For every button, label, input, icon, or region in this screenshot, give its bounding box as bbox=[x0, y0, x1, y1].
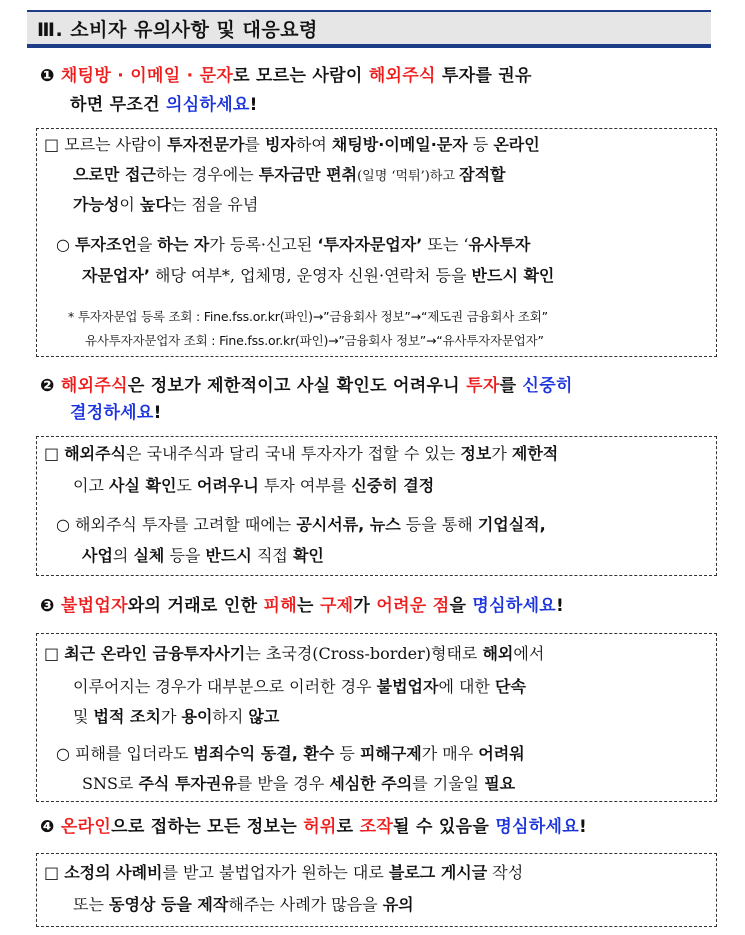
s3-p2-line2: SNS로 주식 투자권유를 받을 경우 세심한 주의를 기울일 필요 bbox=[82, 774, 516, 793]
heading-2-line2: 결정하세요! bbox=[70, 403, 162, 423]
s2-p2-line2: 사업의 실체 등을 반드시 직접 확인 bbox=[82, 546, 324, 565]
s3-p1-line2: 이루어지는 경우가 대부분으로 이러한 경우 불법업자에 대한 단속 bbox=[73, 677, 526, 696]
s2-p1-line1: □ 해외주식은 국내주식과 달리 국내 투자자가 접할 수 있는 정보가 제한적 bbox=[44, 444, 559, 463]
heading-1: ❶ 채팅방 · 이메일 · 문자로 모르는 사람이 해외주식 투자를 권유 bbox=[40, 66, 532, 86]
heading-2: ❷ 해외주식은 정보가 제한적이고 사실 확인도 어려우니 투자를 신중히 bbox=[40, 376, 573, 396]
s3-p1-line3: 및 법적 조치가 용이하지 않고 bbox=[73, 707, 280, 726]
section-title-bar bbox=[27, 10, 711, 48]
s2-p1-line2: 이고 사실 확인도 어려우니 투자 여부를 신중히 결정 bbox=[73, 476, 435, 495]
number-1-icon: ❶ bbox=[40, 66, 55, 86]
s1-p1-line3: 가능성이 높다는 점을 유념 bbox=[73, 195, 259, 214]
s3-p2-line1: ○ 피해를 입더라도 범죄수익 동결, 환수 등 피해구제가 매우 어려워 bbox=[56, 744, 525, 763]
heading-4: ❹ 온라인으로 접하는 모든 정보는 허위로 조작될 수 있음을 명심하세요! bbox=[40, 817, 587, 837]
number-3-icon: ❸ bbox=[40, 596, 55, 616]
s4-p1-line2: 또는 동영상 등을 제작해주는 사례가 많음을 유의 bbox=[73, 895, 414, 914]
heading-3: ❸ 불법업자와의 거래로 인한 피해는 구제가 어려운 점을 명심하세요! bbox=[40, 596, 565, 616]
s1-p1-line1: □ 모르는 사람이 투자전문가를 빙자하여 채팅방·이메일·문자 등 온라인 bbox=[44, 135, 540, 154]
s4-p1-line1: □ 소정의 사례비를 받고 불법업자가 원하는 대로 블로그 게시글 작성 bbox=[44, 863, 524, 882]
s1-p2-line2: 자문업자’ 해당 여부*, 업체명, 운영자 신원·연락처 등을 반드시 확인 bbox=[82, 266, 555, 285]
number-4-icon: ❹ bbox=[40, 817, 55, 837]
s2-p2-line1: ○ 해외주식 투자를 고려할 때에는 공시서류, 뉴스 등을 통해 기업실적, bbox=[56, 515, 546, 534]
s1-p1-line2: 으로만 접근하는 경우에는 투자금만 편취(일명 ‘먹튀’)하고 잠적할 bbox=[73, 165, 506, 184]
s3-p1-line1: □ 최근 온라인 금융투자사기는 초국경(Cross-border)형태로 해외에서 bbox=[44, 644, 545, 663]
s1-note-line1: * 투자자문업 등록 조회 : Fine.fss.or.kr(파인)→”금융회사 정보”→“제도권 금융회사 조회” bbox=[68, 309, 548, 324]
s1-note-line2: 유사투자자문업자 조회 : Fine.fss.or.kr(파인)→”금융회사 정보”→“유사투자자문업자” bbox=[85, 333, 544, 348]
heading-1-line2: 하면 무조건 의심하세요! bbox=[70, 95, 258, 115]
number-2-icon: ❷ bbox=[40, 376, 55, 396]
section-title: Ⅲ. 소비자 유의사항 및 대응요령 bbox=[37, 19, 318, 41]
s1-p2-line1: ○ 투자조언을 하는 자가 등록·신고된 ‘투자자문업자’ 또는 ‘유사투자 bbox=[56, 235, 531, 254]
